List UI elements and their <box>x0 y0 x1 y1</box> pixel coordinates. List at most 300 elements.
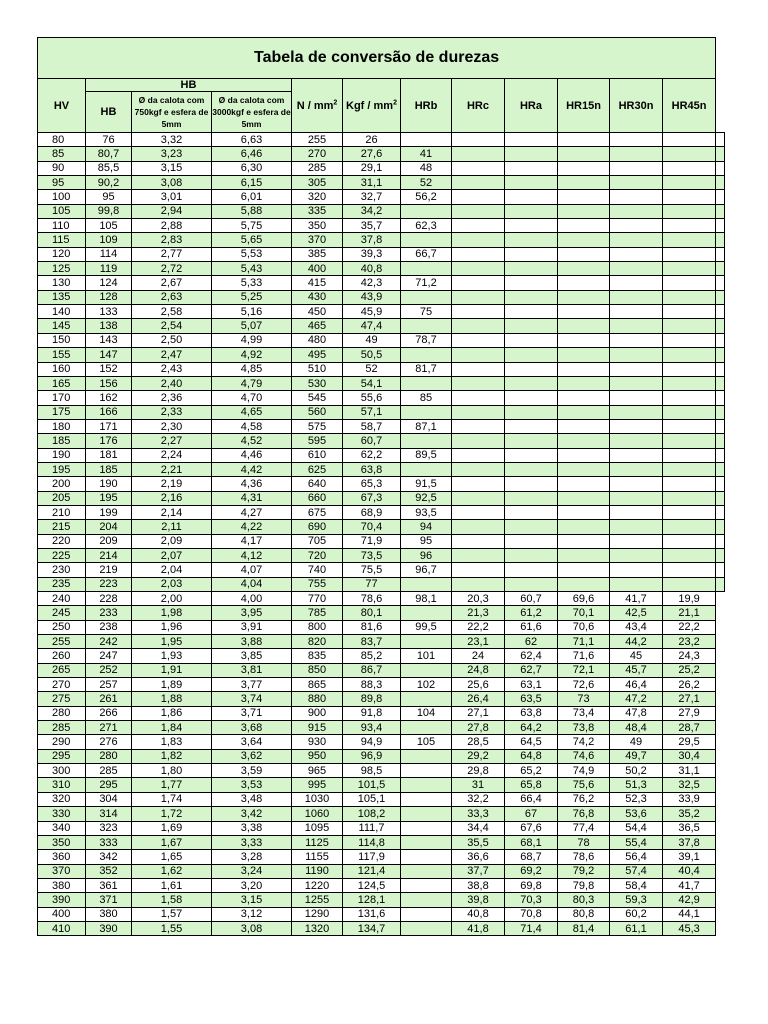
cell-hrb: 66,7 <box>401 247 452 261</box>
cell-calota-3000: 3,91 <box>212 620 292 634</box>
cell-kgf-mm2: 80,1 <box>343 606 401 620</box>
cell-hrb: 71,2 <box>401 276 452 290</box>
cell-calota-750: 1,95 <box>132 635 212 649</box>
cell-hr15n: 74,6 <box>558 749 610 763</box>
cell-hrb <box>401 577 452 591</box>
cell-hrb: 78,7 <box>401 333 452 347</box>
cell-calota-750: 2,83 <box>132 233 212 247</box>
cell-hr30n: 59,3 <box>610 893 663 907</box>
cell-undefined <box>716 204 725 218</box>
cell-calota-750: 2,54 <box>132 319 212 333</box>
cell-calota-750: 2,09 <box>132 534 212 548</box>
cell-hb: 276 <box>86 735 132 749</box>
cell-hra <box>505 348 558 362</box>
cell-calota-3000: 3,28 <box>212 850 292 864</box>
cell-hrb: 89,5 <box>401 448 452 462</box>
cell-hrc: 38,8 <box>452 878 505 892</box>
cell-undefined <box>716 462 725 476</box>
cell-hra <box>505 563 558 577</box>
cell-calota-750: 1,89 <box>132 678 212 692</box>
cell-hr45n <box>663 190 716 204</box>
cell-hrc <box>452 448 505 462</box>
cell-hra <box>505 219 558 233</box>
cell-calota-3000: 3,59 <box>212 764 292 778</box>
cell-n-mm2: 285 <box>292 161 343 175</box>
cell-calota-750: 2,36 <box>132 391 212 405</box>
cell-hrb: 99,5 <box>401 620 452 634</box>
cell-calota-3000: 3,62 <box>212 749 292 763</box>
cell-hb: 181 <box>86 448 132 462</box>
cell-hr15n: 69,6 <box>558 592 610 606</box>
cell-calota-3000: 4,85 <box>212 362 292 376</box>
cell-calota-750: 2,40 <box>132 376 212 390</box>
cell-hrb: 91,5 <box>401 477 452 491</box>
cell-calota-750: 1,65 <box>132 850 212 864</box>
cell-hra: 69,2 <box>505 864 558 878</box>
cell-kgf-mm2: 77 <box>343 577 401 591</box>
cell-hv: 410 <box>38 921 86 935</box>
cell-hr45n <box>663 563 716 577</box>
cell-hrb <box>401 133 452 147</box>
cell-n-mm2: 320 <box>292 190 343 204</box>
cell-calota-3000: 3,95 <box>212 606 292 620</box>
cell-calota-3000: 3,12 <box>212 907 292 921</box>
cell-hv: 390 <box>38 893 86 907</box>
cell-hb: 199 <box>86 505 132 519</box>
cell-calota-3000: 3,24 <box>212 864 292 878</box>
cell-n-mm2: 995 <box>292 778 343 792</box>
cell-kgf-mm2: 86,7 <box>343 663 401 677</box>
cell-hv: 100 <box>38 190 86 204</box>
cell-hb: 185 <box>86 462 132 476</box>
cell-hr15n <box>558 333 610 347</box>
cell-kgf-mm2: 52 <box>343 362 401 376</box>
cell-hr45n: 23,2 <box>663 635 716 649</box>
table-row <box>38 190 725 204</box>
cell-hra: 68,7 <box>505 850 558 864</box>
cell-n-mm2: 850 <box>292 663 343 677</box>
cell-hrb: 104 <box>401 706 452 720</box>
cell-hr30n <box>610 333 663 347</box>
cell-kgf-mm2: 108,2 <box>343 807 401 821</box>
cell-kgf-mm2: 93,4 <box>343 721 401 735</box>
cell-n-mm2: 575 <box>292 419 343 433</box>
cell-hrb <box>401 921 452 935</box>
cell-hrc <box>452 219 505 233</box>
cell-hb: 85,5 <box>86 161 132 175</box>
cell-kgf-mm2: 43,9 <box>343 290 401 304</box>
cell-hr30n: 58,4 <box>610 878 663 892</box>
cell-calota-750: 1,91 <box>132 663 212 677</box>
cell-hv: 190 <box>38 448 86 462</box>
cell-hr30n <box>610 204 663 218</box>
cell-hv: 85 <box>38 147 86 161</box>
cell-hrc <box>452 348 505 362</box>
cell-undefined <box>716 276 725 290</box>
cell-hrc: 24,8 <box>452 663 505 677</box>
cell-hra <box>505 362 558 376</box>
cell-calota-750: 2,04 <box>132 563 212 577</box>
cell-hrc: 21,3 <box>452 606 505 620</box>
cell-hrc: 33,3 <box>452 807 505 821</box>
cell-hr45n <box>663 204 716 218</box>
header-n-mm2 <box>292 79 343 133</box>
cell-hrb <box>401 878 452 892</box>
cell-hb: 171 <box>86 419 132 433</box>
cell-hr15n <box>558 391 610 405</box>
cell-undefined <box>716 548 725 562</box>
cell-hrc <box>452 133 505 147</box>
cell-hb: 280 <box>86 749 132 763</box>
cell-hrb <box>401 692 452 706</box>
cell-kgf-mm2: 89,8 <box>343 692 401 706</box>
table-row <box>38 721 725 735</box>
cell-hb: 247 <box>86 649 132 663</box>
cell-hrb: 102 <box>401 678 452 692</box>
cell-hr30n <box>610 161 663 175</box>
cell-hr30n <box>610 348 663 362</box>
cell-hrb <box>401 807 452 821</box>
cell-hr30n: 61,1 <box>610 921 663 935</box>
cell-hr45n: 19,9 <box>663 592 716 606</box>
cell-hb: 124 <box>86 276 132 290</box>
cell-hr30n: 54,4 <box>610 821 663 835</box>
header-kgf-mm2-label: Kgf / mm <box>346 99 394 112</box>
cell-hr15n <box>558 376 610 390</box>
cell-hrb <box>401 262 452 276</box>
cell-hr30n: 48,4 <box>610 721 663 735</box>
cell-hv: 135 <box>38 290 86 304</box>
cell-calota-3000: 4,92 <box>212 348 292 362</box>
cell-undefined <box>716 505 725 519</box>
cell-hr15n <box>558 405 610 419</box>
cell-hrb <box>401 749 452 763</box>
cell-undefined <box>716 290 725 304</box>
cell-calota-750: 2,19 <box>132 477 212 491</box>
cell-calota-750: 2,77 <box>132 247 212 261</box>
table-row <box>38 706 725 720</box>
cell-kgf-mm2: 121,4 <box>343 864 401 878</box>
cell-hv: 380 <box>38 878 86 892</box>
cell-hr15n: 78,6 <box>558 850 610 864</box>
cell-hr45n: 29,5 <box>663 735 716 749</box>
cell-hr15n: 81,4 <box>558 921 610 935</box>
table-row <box>38 649 725 663</box>
cell-hb: 204 <box>86 520 132 534</box>
cell-hb: 147 <box>86 348 132 362</box>
cell-n-mm2: 965 <box>292 764 343 778</box>
cell-hb: 176 <box>86 434 132 448</box>
cell-hv: 210 <box>38 505 86 519</box>
cell-calota-750: 2,47 <box>132 348 212 362</box>
cell-kgf-mm2: 37,8 <box>343 233 401 247</box>
cell-hv: 80 <box>38 133 86 147</box>
cell-hb: 252 <box>86 663 132 677</box>
cell-hr45n: 41,7 <box>663 878 716 892</box>
cell-hrb <box>401 204 452 218</box>
header-hr15n: HR15n <box>558 79 610 133</box>
cell-n-mm2: 705 <box>292 534 343 548</box>
cell-hv: 370 <box>38 864 86 878</box>
cell-hrb <box>401 635 452 649</box>
cell-hrb <box>401 835 452 849</box>
table-row <box>38 348 725 362</box>
cell-hr30n: 49,7 <box>610 749 663 763</box>
cell-hv: 295 <box>38 749 86 763</box>
table-row <box>38 878 725 892</box>
cell-hra: 61,6 <box>505 620 558 634</box>
table-row <box>38 534 725 548</box>
cell-hra <box>505 133 558 147</box>
cell-n-mm2: 1255 <box>292 893 343 907</box>
cell-hrc <box>452 262 505 276</box>
cell-hra: 69,8 <box>505 878 558 892</box>
cell-hr30n <box>610 505 663 519</box>
cell-n-mm2: 335 <box>292 204 343 218</box>
cell-hr30n <box>610 520 663 534</box>
cell-hra <box>505 376 558 390</box>
table-row <box>38 462 725 476</box>
cell-undefined <box>716 133 725 147</box>
cell-hr45n: 44,1 <box>663 907 716 921</box>
cell-n-mm2: 835 <box>292 649 343 663</box>
cell-calota-3000: 4,22 <box>212 520 292 534</box>
cell-hv: 105 <box>38 204 86 218</box>
cell-calota-3000: 3,74 <box>212 692 292 706</box>
cell-hb: 114 <box>86 247 132 261</box>
cell-n-mm2: 595 <box>292 434 343 448</box>
cell-kgf-mm2: 68,9 <box>343 505 401 519</box>
cell-hrb <box>401 348 452 362</box>
cell-calota-750: 3,23 <box>132 147 212 161</box>
cell-calota-750: 3,01 <box>132 190 212 204</box>
cell-hr45n <box>663 577 716 591</box>
cell-hra <box>505 233 558 247</box>
cell-hra <box>505 405 558 419</box>
cell-undefined <box>716 419 725 433</box>
cell-hb: 99,8 <box>86 204 132 218</box>
cell-hb: 80,7 <box>86 147 132 161</box>
cell-kgf-mm2: 114,8 <box>343 835 401 849</box>
cell-hv: 400 <box>38 907 86 921</box>
cell-n-mm2: 640 <box>292 477 343 491</box>
cell-hrb: 41 <box>401 147 452 161</box>
cell-hr30n <box>610 190 663 204</box>
cell-hr45n: 33,9 <box>663 792 716 806</box>
cell-hrb <box>401 893 452 907</box>
cell-hb: 361 <box>86 878 132 892</box>
cell-hrb <box>401 405 452 419</box>
cell-hra: 64,2 <box>505 721 558 735</box>
cell-hr45n: 37,8 <box>663 835 716 849</box>
cell-hr30n <box>610 376 663 390</box>
table-row <box>38 864 725 878</box>
cell-hrc <box>452 376 505 390</box>
cell-hv: 270 <box>38 678 86 692</box>
cell-hrb: 87,1 <box>401 419 452 433</box>
cell-hv: 250 <box>38 620 86 634</box>
cell-hv: 330 <box>38 807 86 821</box>
cell-hra <box>505 176 558 190</box>
table-row <box>38 678 725 692</box>
table-row <box>38 219 725 233</box>
cell-hr15n <box>558 204 610 218</box>
cell-hv: 310 <box>38 778 86 792</box>
cell-calota-3000: 4,07 <box>212 563 292 577</box>
cell-hrb <box>401 462 452 476</box>
cell-calota-750: 2,63 <box>132 290 212 304</box>
header-n-mm2-exponent: 2 <box>333 98 338 106</box>
cell-hr15n: 71,6 <box>558 649 610 663</box>
cell-hr45n: 22,2 <box>663 620 716 634</box>
cell-hr15n <box>558 290 610 304</box>
cell-hr45n: 24,3 <box>663 649 716 663</box>
cell-calota-3000: 3,68 <box>212 721 292 735</box>
cell-hrc <box>452 563 505 577</box>
cell-hr45n <box>663 161 716 175</box>
cell-hra: 64,5 <box>505 735 558 749</box>
cell-kgf-mm2: 81,6 <box>343 620 401 634</box>
cell-hr15n: 72,6 <box>558 678 610 692</box>
cell-hra: 62 <box>505 635 558 649</box>
cell-hrb <box>401 778 452 792</box>
table-row <box>38 907 725 921</box>
cell-hr15n: 78 <box>558 835 610 849</box>
cell-kgf-mm2: 128,1 <box>343 893 401 907</box>
cell-n-mm2: 510 <box>292 362 343 376</box>
cell-undefined <box>716 391 725 405</box>
cell-hra <box>505 305 558 319</box>
cell-calota-3000: 5,65 <box>212 233 292 247</box>
cell-hb: 190 <box>86 477 132 491</box>
cell-hra <box>505 491 558 505</box>
cell-hra <box>505 534 558 548</box>
cell-hrb <box>401 907 452 921</box>
cell-kgf-mm2: 45,9 <box>343 305 401 319</box>
cell-hr15n: 77,4 <box>558 821 610 835</box>
cell-hrc: 24 <box>452 649 505 663</box>
cell-hv: 320 <box>38 792 86 806</box>
cell-calota-3000: 4,79 <box>212 376 292 390</box>
cell-n-mm2: 430 <box>292 290 343 304</box>
cell-hrb <box>401 821 452 835</box>
cell-calota-750: 1,88 <box>132 692 212 706</box>
cell-hr15n <box>558 448 610 462</box>
cell-hrb <box>401 792 452 806</box>
cell-hr45n <box>663 319 716 333</box>
cell-hrc <box>452 362 505 376</box>
cell-calota-3000: 4,65 <box>212 405 292 419</box>
cell-hr15n: 70,6 <box>558 620 610 634</box>
cell-hrc <box>452 333 505 347</box>
cell-n-mm2: 545 <box>292 391 343 405</box>
cell-hr15n: 74,9 <box>558 764 610 778</box>
cell-hr30n: 42,5 <box>610 606 663 620</box>
cell-hrc: 29,2 <box>452 749 505 763</box>
cell-hr30n <box>610 305 663 319</box>
cell-hv: 150 <box>38 333 86 347</box>
cell-calota-3000: 4,12 <box>212 548 292 562</box>
cell-undefined <box>716 319 725 333</box>
cell-kgf-mm2: 32,7 <box>343 190 401 204</box>
cell-hv: 205 <box>38 491 86 505</box>
cell-hr45n <box>663 290 716 304</box>
cell-hrc <box>452 419 505 433</box>
table-row <box>38 821 725 835</box>
cell-hv: 120 <box>38 247 86 261</box>
table-row <box>38 563 725 577</box>
cell-calota-3000: 5,16 <box>212 305 292 319</box>
cell-calota-3000: 6,01 <box>212 190 292 204</box>
cell-undefined <box>716 333 725 347</box>
cell-hrc <box>452 147 505 161</box>
table-row <box>38 921 725 935</box>
cell-calota-750: 2,24 <box>132 448 212 462</box>
cell-kgf-mm2: 70,4 <box>343 520 401 534</box>
cell-hb: 380 <box>86 907 132 921</box>
cell-hra: 64,8 <box>505 749 558 763</box>
cell-hrb: 98,1 <box>401 592 452 606</box>
cell-calota-3000: 5,07 <box>212 319 292 333</box>
table-row <box>38 133 725 147</box>
cell-calota-750: 2,94 <box>132 204 212 218</box>
cell-hrc <box>452 505 505 519</box>
cell-hrb <box>401 850 452 864</box>
cell-calota-750: 3,08 <box>132 176 212 190</box>
cell-hr30n <box>610 577 663 591</box>
table-row <box>38 692 725 706</box>
cell-n-mm2: 950 <box>292 749 343 763</box>
cell-hr15n <box>558 161 610 175</box>
cell-hra: 67 <box>505 807 558 821</box>
cell-hb: 128 <box>86 290 132 304</box>
cell-hr15n <box>558 348 610 362</box>
cell-hrb: 95 <box>401 534 452 548</box>
cell-calota-750: 1,57 <box>132 907 212 921</box>
cell-hrc <box>452 534 505 548</box>
cell-n-mm2: 1060 <box>292 807 343 821</box>
cell-hb: 323 <box>86 821 132 835</box>
cell-hr15n <box>558 219 610 233</box>
cell-hv: 115 <box>38 233 86 247</box>
cell-kgf-mm2: 91,8 <box>343 706 401 720</box>
cell-n-mm2: 720 <box>292 548 343 562</box>
cell-hrb: 52 <box>401 176 452 190</box>
cell-hrc: 39,8 <box>452 893 505 907</box>
cell-hrc <box>452 319 505 333</box>
cell-hr30n: 60,2 <box>610 907 663 921</box>
cell-hrc <box>452 247 505 261</box>
cell-hb: 138 <box>86 319 132 333</box>
cell-calota-3000: 3,64 <box>212 735 292 749</box>
cell-hrb: 96,7 <box>401 563 452 577</box>
cell-calota-750: 1,98 <box>132 606 212 620</box>
table-row <box>38 764 725 778</box>
cell-hr15n <box>558 233 610 247</box>
cell-hv: 200 <box>38 477 86 491</box>
cell-hb: 257 <box>86 678 132 692</box>
cell-undefined <box>716 405 725 419</box>
cell-kgf-mm2: 73,5 <box>343 548 401 562</box>
cell-hra <box>505 434 558 448</box>
cell-hr30n: 49 <box>610 735 663 749</box>
cell-hra <box>505 462 558 476</box>
cell-hr30n: 51,3 <box>610 778 663 792</box>
table-row <box>38 319 725 333</box>
cell-kgf-mm2: 47,4 <box>343 319 401 333</box>
cell-kgf-mm2: 67,3 <box>343 491 401 505</box>
cell-hr15n: 76,2 <box>558 792 610 806</box>
